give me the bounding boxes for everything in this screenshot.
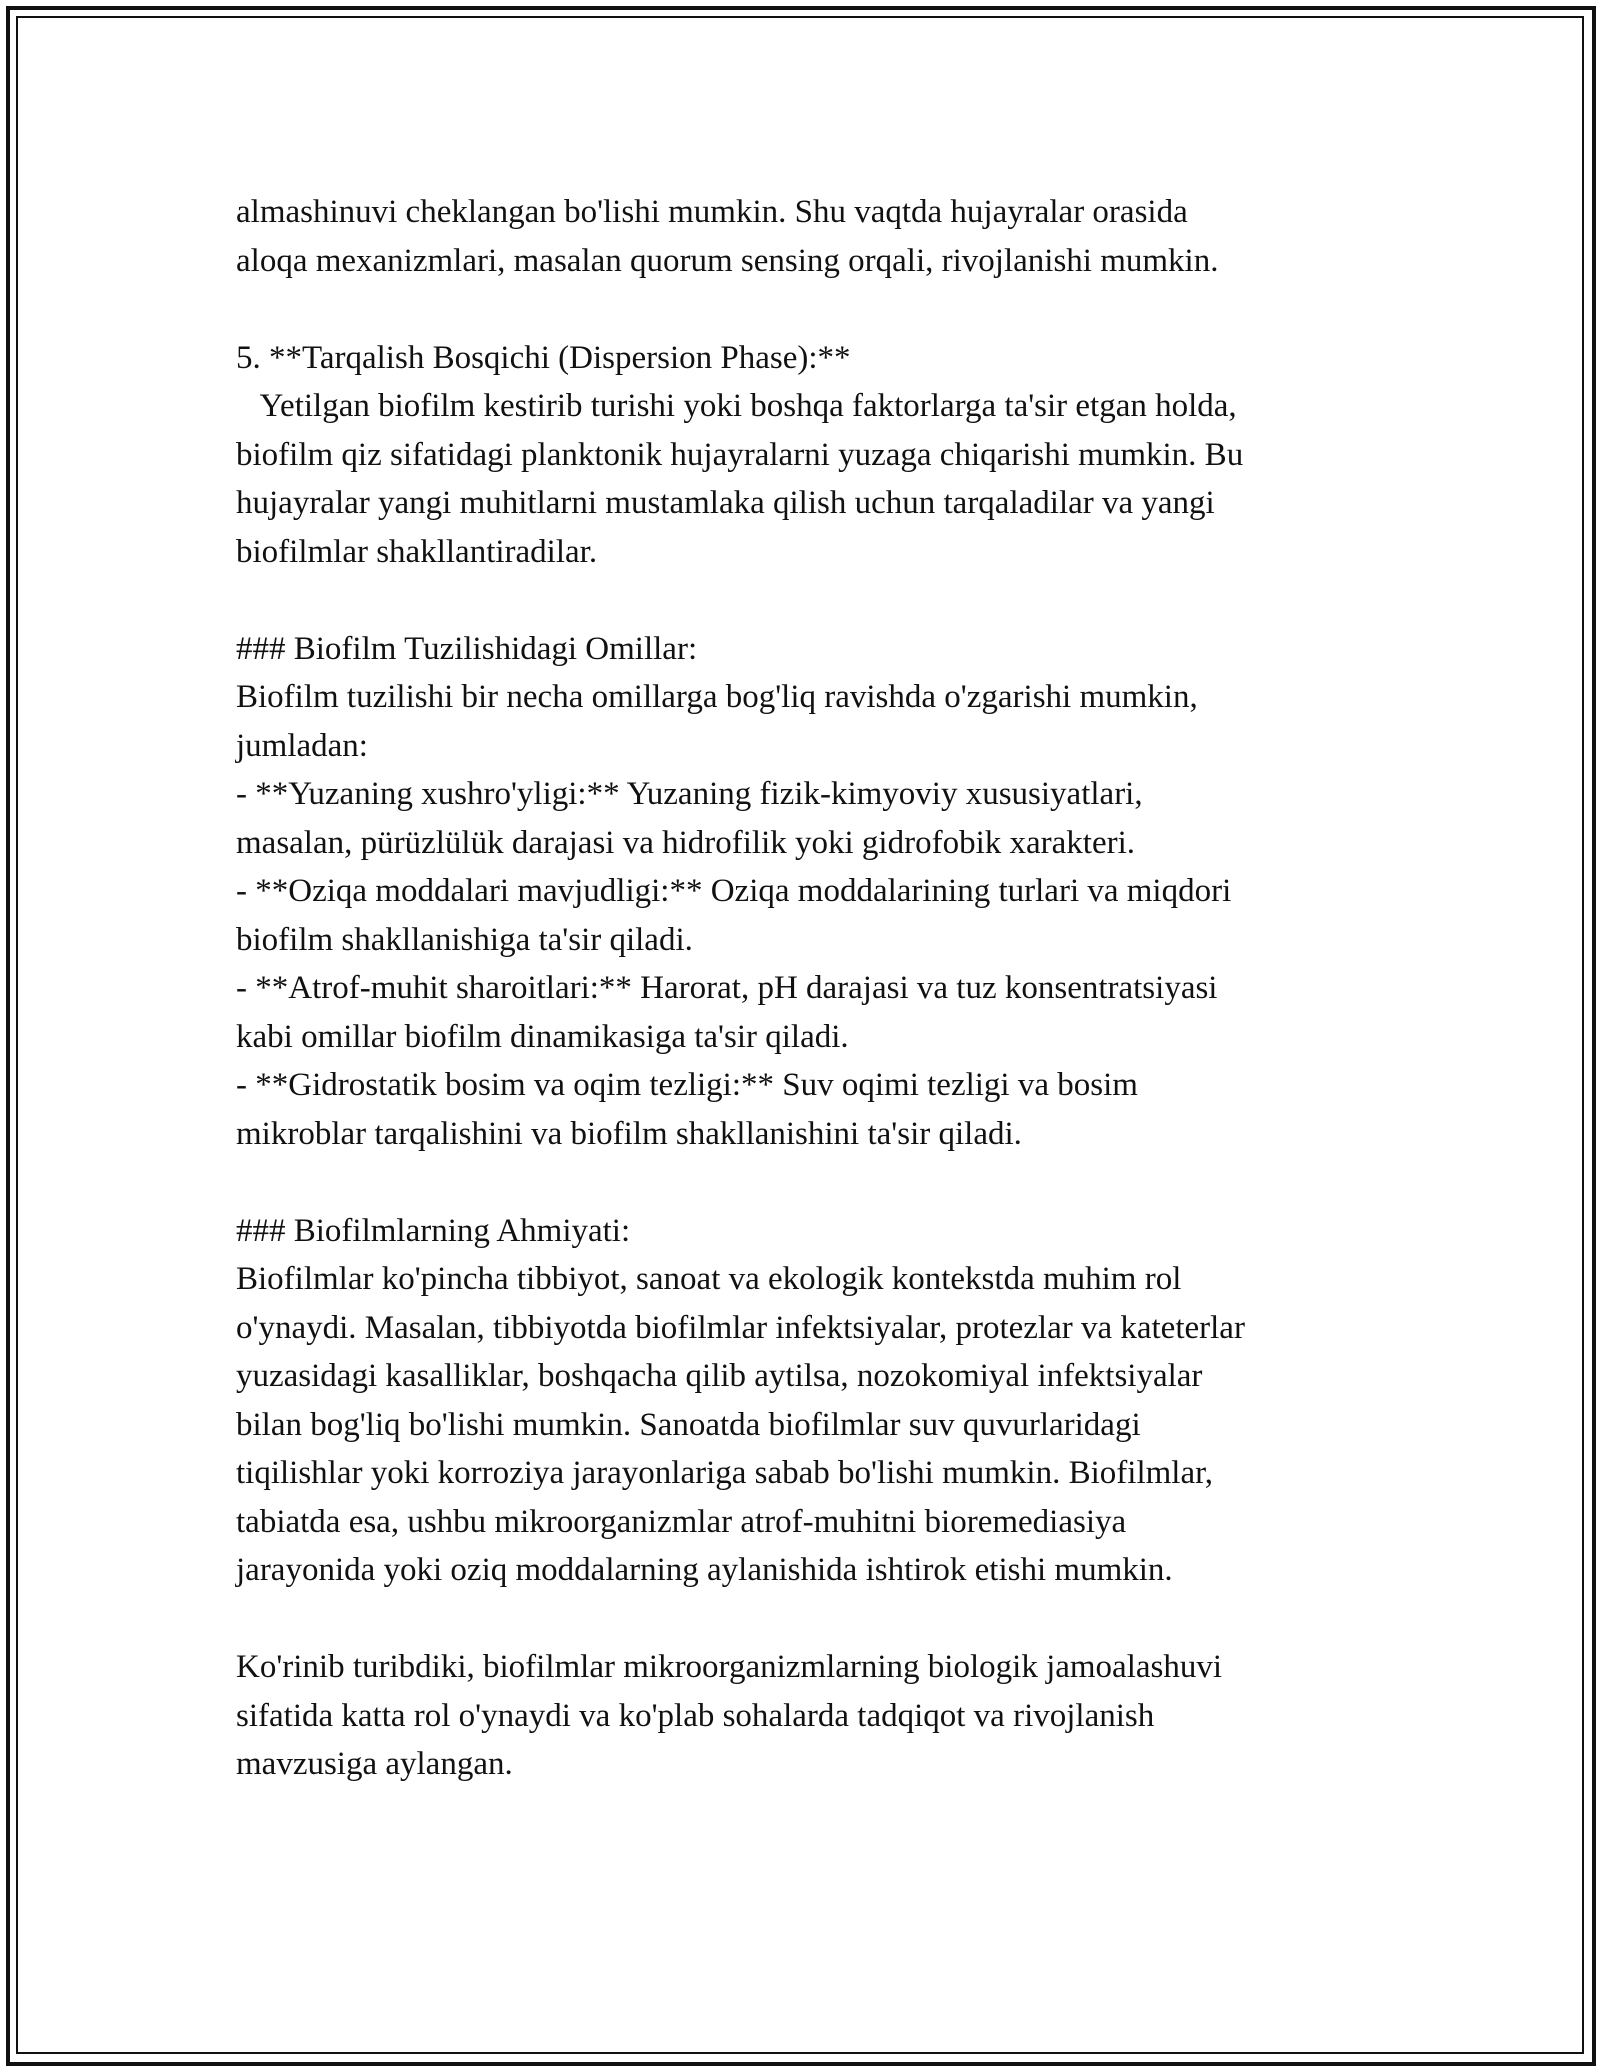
text-line: jarayonida yoki oziq moddalarning aylanishida ishtirok etishi mumkin. (236, 1552, 1173, 1588)
text-line: Ko'rinib turibdiki, biofilmlar mikroorganizmlarning biologik jamoalashuvi (236, 1649, 1223, 1685)
text-line: Yetilgan biofilm kestirib turishi yoki boshqa faktorlarga ta'sir etgan holda, (236, 388, 1237, 424)
text-line: bilan bog'liq bo'lishi mumkin. Sanoatda biofilmlar suv quvurlaridagi (236, 1406, 1141, 1443)
section-heading: 5. **Tarqalish Bosqichi (Dispersion Phase):** (236, 339, 851, 376)
list-item: - **Atrof-muhit sharoitlari:** Harorat, pH darajasi va tuz konsentratsiyasi (236, 970, 1218, 1006)
paragraph-gap (236, 1595, 1416, 1644)
text-line: hujayralar yangi muhitlarni mustamlaka qilish uchun tarqaladilar va yangi (236, 485, 1215, 521)
section-dispersion-phase (236, 334, 1416, 577)
list-item: - **Gidrostatik bosim va oqim tezligi:** Suv oqimi tezligi va bosim (236, 1067, 1138, 1103)
text-line: masalan, pürüzlülük darajasi va hidrofilik yoki gidrofobik xarakteri. (236, 824, 1135, 861)
section-factors (236, 625, 1416, 1159)
text-line: tabiatda esa, ushbu mikroorganizmlar atrof-muhitni bioremediasiya (236, 1503, 1127, 1540)
paragraph-gap (236, 576, 1416, 625)
text-line: Biofilmlar ko'pincha tibbiyot, sanoat va ekologik kontekstda muhim rol (236, 1261, 1182, 1297)
text-line: mikroblar tarqalishini va biofilm shakllanishini ta'sir qiladi. (236, 1115, 1022, 1152)
text-line: Biofilm tuzilishi bir necha omillarga bog'liq ravishda o'zgarishi mumkin, (236, 679, 1198, 715)
text-line: tiqilishlar yoki korroziya jarayonlariga sabab bo'lishi mumkin. Biofilmlar, (236, 1455, 1214, 1491)
section-importance (236, 1207, 1416, 1595)
text-line: jumladan: (236, 727, 368, 764)
section-heading: ### Biofilm Tuzilishidagi Omillar: (236, 630, 698, 667)
text-line: mavzusiga aylangan. (236, 1746, 513, 1782)
document-body (236, 188, 1416, 1789)
paragraph-intro (236, 188, 1416, 285)
list-item: - **Yuzaning xushro'yligi:** Yuzaning fizik-kimyoviy xususiyatlari, (236, 776, 1143, 812)
paragraph-gap (236, 285, 1416, 334)
text-line: yuzasidagi kasalliklar, boshqacha qilib aytilsa, nozokomiyal infektsiyalar (236, 1358, 1203, 1394)
text-line: o'ynaydi. Masalan, tibbiyotda biofilmlar infektsiyalar, protezlar va kateterlar (236, 1309, 1245, 1346)
text-line: biofilm shakllanishiga ta'sir qiladi. (236, 921, 693, 958)
text-line: aloqa mexanizmlari, masalan quorum sensing orqali, rivojlanishi mumkin. (236, 242, 1219, 279)
text-line: biofilm qiz sifatidagi planktonik hujayralarni yuzaga chiqarishi mumkin. Bu (236, 436, 1244, 473)
paragraph-gap (236, 1158, 1416, 1207)
text-line: sifatida katta rol o'ynaydi va ko'plab sohalarda tadqiqot va rivojlanish (236, 1697, 1155, 1734)
section-heading: ### Biofilmlarning Ahmiyati: (236, 1212, 631, 1249)
text-line: almashinuvi cheklangan bo'lishi mumkin. Shu vaqtda hujayralar orasida (236, 194, 1188, 230)
paragraph-conclusion (236, 1643, 1416, 1789)
text-line: biofilmlar shakllantiradilar. (236, 533, 598, 570)
text-line: kabi omillar biofilm dinamikasiga ta'sir qiladi. (236, 1018, 849, 1055)
list-item: - **Oziqa moddalari mavjudligi:** Oziqa moddalarining turlari va miqdori (236, 873, 1232, 909)
